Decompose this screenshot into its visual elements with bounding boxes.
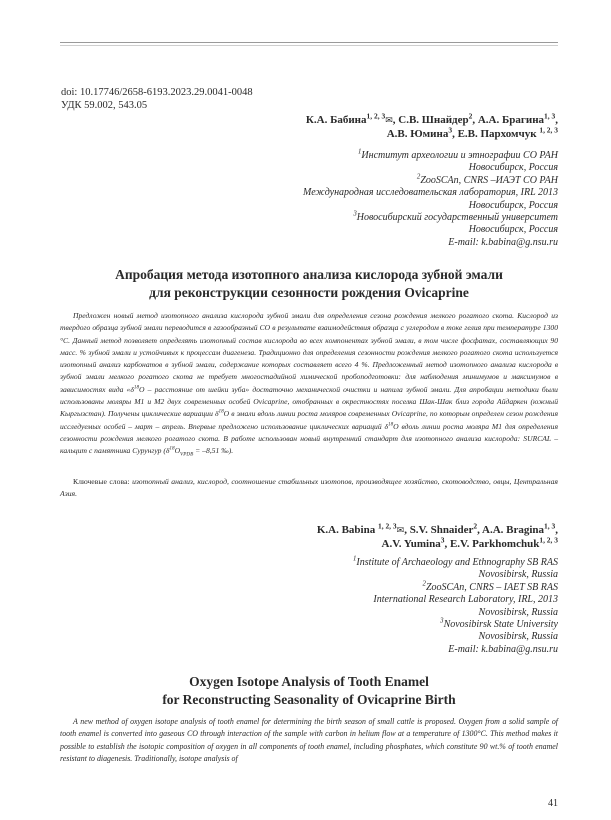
author-name: С.В. Шнайдер xyxy=(398,114,469,126)
affiliations-ru: $^1$Институт археологии и этнографии СО РАН Новосибирск, Россия $^2$ZooSCAn, CNRS –ИАЭТ СО РАН Международная исследовательская лаборатория, IRL 2013 Новосибирск, Россия $^3$Новосибирский государственный университет Новосибирск, Россия E-mail: k.babina@g.nsu.ru xyxy=(178,150,558,249)
authors-en: K.A. Babina $^{1, 2, 3}$✉, S.V. Shnaider$^2$, A.A. Bragina$^{1, 3}$, A.V. Yumina$^3$, E.V. Parkhomchuk$^{1, 2, 3}$ xyxy=(316,521,558,550)
authors-ru: К.А. Бабина$^{1, 2, 3}$✉, С.В. Шнайдер$^2$, А.А. Брагина$^{1, 3}$, А.В. Юмина$^3$, Е.В. Пархомчук $^{1, 2, 3}$ xyxy=(305,111,558,140)
abstract-ru: Предложен новый метод изотопного анализа кислорода зубной эмали для определения сезона рождения мелкого рогатого скота. Кислород из твердого образца зубной эмали переводится в газообразный CO в результате взаимодействия образца с углеродом в токе гелия при температуре 1300 °C. Данный метод позволяет определять изотопный состав кислорода во всех компонентах зубной эмали, в том числе фосфатах, составляющих 90 масс. % зубной эмали и устойчивых к процессам диагенеза. Традиционно для определения сезонности рождения мелкого рогатого скота используется изотопный анализ карбонатов в зубной эмали, содержание которых составляет всего 4 %. Предложенный метод изотопного анализа кислорода в зубной эмали мелкого рогатого скота не требует многостадийной химической пробоподготовки: для наблюдения минимумов и максимумов в зависимостях вида «$\delta^{18}O$ – расстояние от шейки зуба» достаточно механической очистки и напила зубной эмали. Для апробации методики были использованы моляры M1 и M2 двух современных особей Ovicaprine, отобранных в окрестностях поселка Шак-Шак близ города Айдаркен (южный Кыргызстан). Получены циклические вариации $\delta^{18}O$ в эмали вдоль линии роста моляров современных Ovicaprine, по которым определен сезон рождения исследуемых особей – март – апрель. Впервые предложено использование циклических вариаций $\delta^{18}O$ вдоль линии роста моляра M1 для определения сезонности рождения мелкого рогатого скота. В работе использован новый внутренний стандарт для изотопного анализа кислорода: SURCAL – кальцит с памятника Сурунгур ($\delta^{18}O_{VPDB} = -8,51$ ‰). xyxy=(60,311,558,458)
author-name: К.А. Бабина xyxy=(305,114,367,126)
udk: УДК 59.002, 543.05 xyxy=(61,100,148,111)
author-name: S.V. Shnaider xyxy=(409,524,474,536)
email: E-mail: k.babina@g.nsu.ru xyxy=(448,643,558,655)
affiliations-en: $^1$Institute of Archaeology and Ethnography SB RAS Novosibirsk, Russia $^2$ZooSCAn, CNRS – IAET SB RAS International Research Laboratory, IRL, 2013 Novosibirsk, Russia $^3$Novosibirsk State University Novosibirsk, Russia E-mail: k.babina@g.nsu.ru xyxy=(178,557,558,656)
envelope-icon: ✉ xyxy=(385,115,393,125)
author-name: А.В. Юмина xyxy=(386,128,449,140)
author-name: А.А. Брагина xyxy=(477,114,545,126)
keywords-ru: Ключевые слова: изотопный анализ, кислород, соотношение стабильных изотопов, производящее хозяйство, скотоводство, овцы, Центральная Азия. xyxy=(60,477,558,499)
title-en: Oxygen Isotope Analysis of Tooth Enamel for Reconstructing Seasonality of Ovicaprine Birth xyxy=(162,674,456,707)
author-name: K.A. Babina xyxy=(316,524,376,536)
doi: doi: 10.17746/2658-6193.2023.29.0041-0048 xyxy=(61,87,253,98)
author-name: Е.В. Пархомчук xyxy=(457,128,537,140)
top-rule xyxy=(60,42,558,43)
abstract-en: A new method of oxygen isotope analysis of tooth enamel for determining the birth season of small cattle is proposed. Oxygen from a solid sample of tooth enamel is converted into gaseous CO through interaction of the sample with carbon in helium flow at a temperature of 1300°C. This method makes it possible to establish the isotopic composition of oxygen in all components of tooth enamel, including phosphates, which constitute 90 wt.% of tooth enamel resistant to diagenesis. Traditionally, isotope analysis of xyxy=(60,717,558,763)
author-name: A.V. Yumina xyxy=(381,538,441,550)
page-number: 41 xyxy=(548,798,558,809)
email: E-mail: k.babina@g.nsu.ru xyxy=(448,236,558,248)
author-name: E.V. Parkhomchuk xyxy=(449,538,540,550)
author-name: A.A. Bragina xyxy=(482,524,545,536)
top-rule-secondary xyxy=(60,45,558,46)
envelope-icon: ✉ xyxy=(396,525,405,535)
title-ru: Апробация метода изотопного анализа кислорода зубной эмали для реконструкции сезонности рождения Ovicaprine xyxy=(115,267,503,300)
